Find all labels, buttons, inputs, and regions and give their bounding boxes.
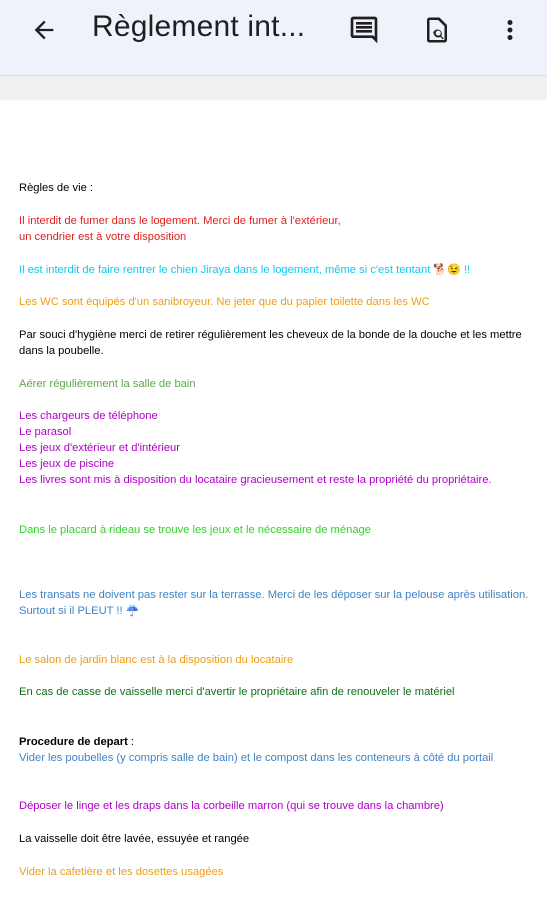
item-chargers: Les chargeurs de téléphone (19, 410, 158, 422)
departure-coffee: Vider la cafetière et les dosettes usagées (19, 866, 224, 878)
find-in-page-button[interactable] (419, 12, 455, 48)
departure-colon: : (127, 736, 135, 748)
item-books: Les livres sont mis à disposition du locataire gracieusement et reste la propriété du propriétaire. (19, 474, 492, 486)
umbrella-rain-icon: ☔ (125, 605, 140, 617)
comment-icon (348, 14, 380, 46)
rule-dog-text: Il est interdit de faire rentrer le chien Jiraya dans le logement, même si c'est tentant (19, 264, 431, 276)
rule-bathroom: Aérer régulièrement la salle de bain (19, 378, 196, 390)
item-parasol: Le parasol (19, 426, 72, 438)
rule-smoking (19, 213, 529, 245)
rule-smoking-line2: un cendrier est à votre disposition (19, 231, 187, 243)
rule-cupboard: Dans le placard à rideau se trouve les jeux et le nécessaire de ménage (19, 524, 371, 536)
rule-hygiene: Par souci d'hygiène merci de retirer régulièrement les cheveux de la bonde de la douche et les mettre dans la poubelle. (19, 329, 522, 357)
rule-rain-text: Surtout si il PLEUT !! (19, 605, 123, 617)
more-vert-icon (495, 15, 525, 45)
rule-smoking-line1: Il interdit de fumer dans le logement. Merci de fumer à l'extérieur, (19, 215, 341, 227)
departure-section (19, 734, 529, 766)
back-button[interactable] (24, 14, 64, 46)
document-title: Règlement int... (92, 10, 306, 43)
departure-linen: Déposer le linge et les draps dans la corbeille marron (qui se trouve dans la chambre) (19, 800, 444, 812)
rule-garden: Le salon de jardin blanc est à la disposition du locataire (19, 654, 294, 666)
more-options-button[interactable] (492, 12, 528, 48)
rule-dog-exclaim: !! (463, 264, 471, 276)
item-games: Les jeux d'extérieur et d'intérieur (19, 442, 180, 454)
find-in-page-icon (422, 15, 452, 45)
dog-wink-emoji-icon: 🐕😉 (433, 264, 461, 276)
rule-dog (19, 262, 529, 278)
arrow-left-icon (30, 16, 58, 44)
document-page[interactable] (0, 100, 547, 900)
item-pool-games: Les jeux de piscine (19, 458, 115, 470)
rule-deckchairs (19, 587, 529, 619)
rule-deckchairs-text: Les transats ne doivent pas rester sur la terrasse. Merci de les déposer sur la pelouse après utilisation. (19, 589, 529, 601)
departure-heading: Procedure de depart (19, 736, 128, 748)
rule-provided-items (19, 408, 529, 488)
departure-bins: Vider les poubelles (y compris salle de bain) et le compost dans les conteneurs à côté du portail (19, 752, 494, 764)
departure-dishes: La vaisselle doit être lavée, essuyée et rangée (19, 833, 250, 845)
rule-dishes-break: En cas de casse de vaisselle merci d'avertir le propriétaire afin de renouveler le matériel (19, 686, 455, 698)
app-bar (0, 0, 547, 76)
rule-wc: Les WC sont équipés d'un sanibroyeur. Ne jeter que du papier toilette dans les WC (19, 296, 430, 308)
comment-button[interactable] (346, 12, 382, 48)
rules-heading: Règles de vie : (19, 182, 94, 194)
page-gap (0, 76, 547, 100)
